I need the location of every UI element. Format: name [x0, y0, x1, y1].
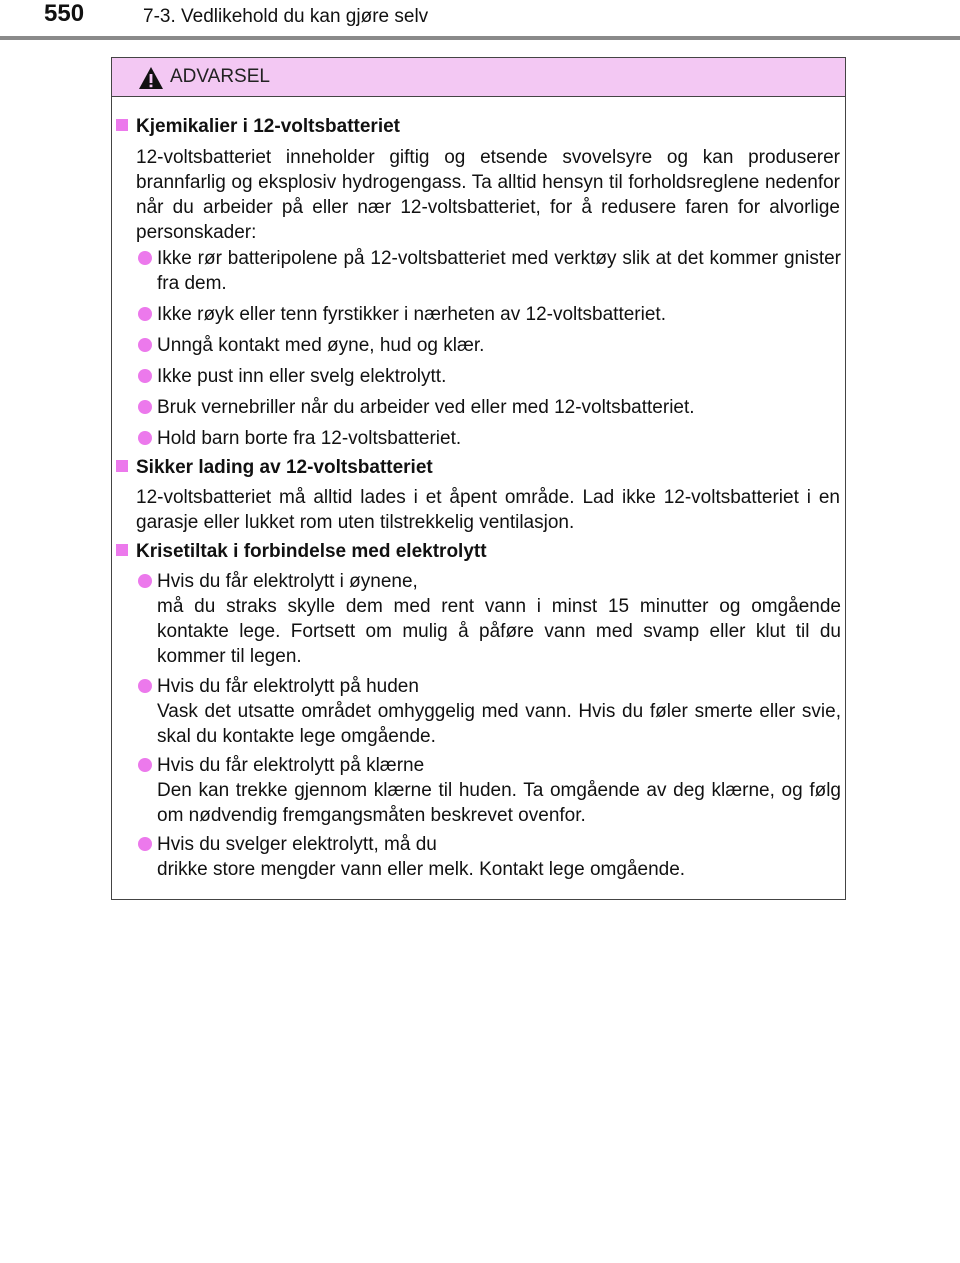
list-item: Bruk vernebriller når du arbeider ved eller med 12-voltsbatteriet. — [138, 395, 841, 420]
page-header — [0, 0, 960, 40]
round-bullet-icon — [138, 837, 152, 851]
section-paragraph: 12-voltsbatteriet må alltid lades i et åpent område. Lad ikke 12-voltsbatteriet i en garasje eller lukket rom uten tilstrekkelig ventilasjon. — [136, 487, 840, 533]
section-paragraph: 12-voltsbatteriet inneholder giftig og etsende svovelsyre og kan produserer brannfarlig og eksplosiv hydrogengass. Ta alltid hensyn til forholdsreglene nedenfor når du arbeider på eller nær 12-voltsbatteriet, for å redusere faren for alvorlige personskader: — [136, 147, 840, 243]
square-bullet-icon — [116, 544, 128, 556]
list-item: Ikke røyk eller tenn fyrstikker i nærheten av 12-voltsbatteriet. — [138, 302, 841, 327]
list-item: Hold barn borte fra 12-voltsbatteriet. — [138, 426, 841, 451]
section-heading: Kjemikalier i 12-voltsbatteriet — [116, 116, 400, 138]
warning-title: ADVARSEL — [170, 66, 270, 87]
section-title: 7-3. Vedlikehold du kan gjøre selv — [143, 6, 429, 27]
list-item: Ikke rør batteripolene på 12-voltsbatteriet med verktøy slik at det kommer gnister fra dem. — [138, 246, 841, 296]
round-bullet-icon — [138, 307, 152, 321]
warning-triangle-icon — [138, 66, 164, 90]
list-item: Ikke pust inn eller svelg elektrolytt. — [138, 364, 841, 389]
list-item: Hvis du får elektrolytt på klærne Den kan trekke gjennom klærne til huden. Ta omgående av deg klærne, og følg om nødvendig fremgangsmåten beskrevet ovenfor. — [138, 753, 841, 828]
list-item: Hvis du svelger elektrolytt, må du drikke store mengder vann eller melk. Kontakt lege omgående. — [138, 832, 841, 882]
page-number: 550 — [44, 0, 85, 27]
list-item: Hvis du får elektrolytt på huden Vask det utsatte området omhyggelig med vann. Hvis du føler smerte eller svie, skal du kontakte lege omgående. — [138, 674, 841, 749]
section-heading: Sikker lading av 12-voltsbatteriet — [116, 457, 433, 479]
square-bullet-icon — [116, 119, 128, 131]
round-bullet-icon — [138, 758, 152, 772]
square-bullet-icon — [116, 460, 128, 472]
round-bullet-icon — [138, 574, 152, 588]
list-item: Hvis du får elektrolytt i øynene, må du straks skylle dem med rent vann i minst 15 minutter og omgående kontakte lege. Fortsett om mulig å påføre vann med svamp eller klut til du kommer til legen. — [138, 569, 841, 669]
warning-header — [112, 58, 845, 97]
round-bullet-icon — [138, 369, 152, 383]
round-bullet-icon — [138, 251, 152, 265]
round-bullet-icon — [138, 679, 152, 693]
list-item: Unngå kontakt med øyne, hud og klær. — [138, 333, 841, 358]
section-heading: Krisetiltak i forbindelse med elektrolytt — [116, 541, 487, 563]
round-bullet-icon — [138, 431, 152, 445]
round-bullet-icon — [138, 338, 152, 352]
round-bullet-icon — [138, 400, 152, 414]
header-divider — [0, 36, 960, 40]
warning-box — [111, 57, 846, 900]
